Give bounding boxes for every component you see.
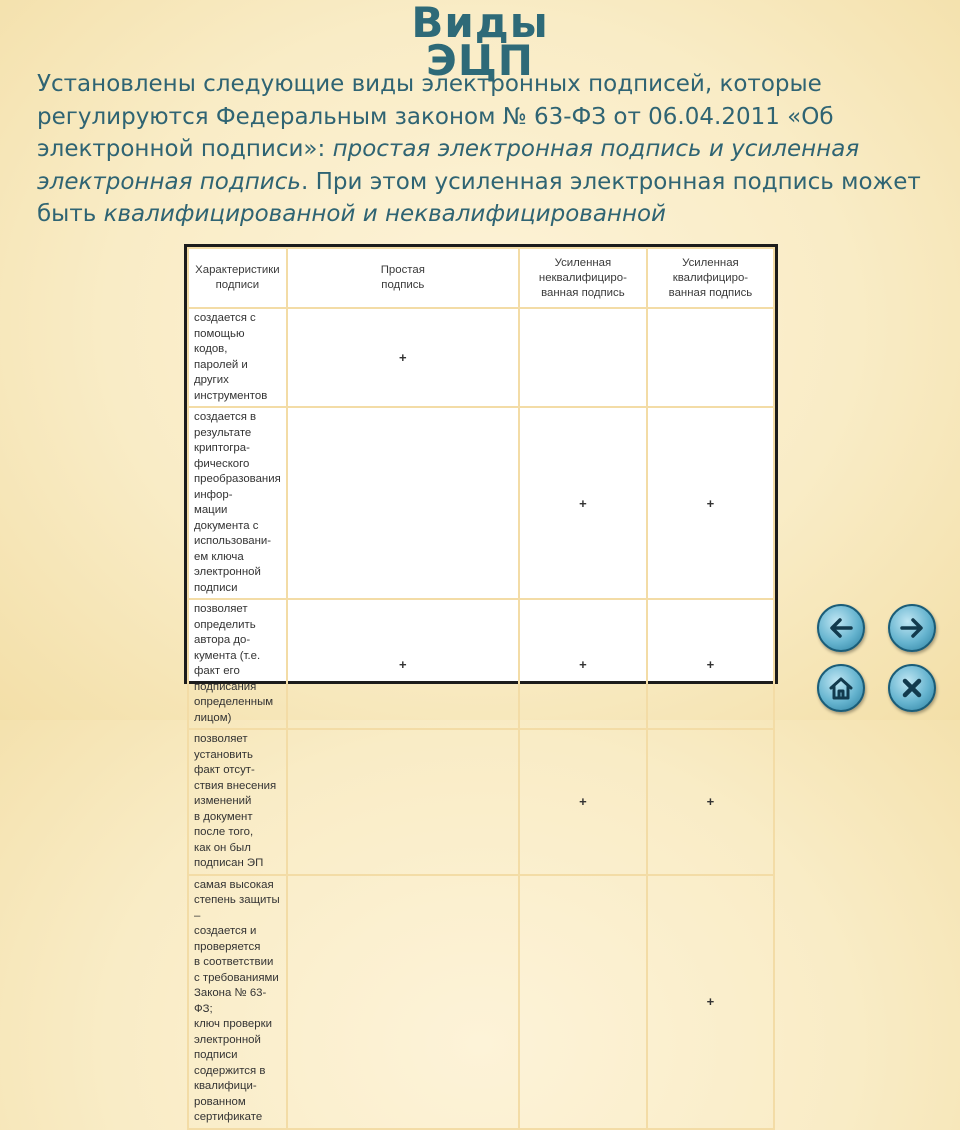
simple-mark [287, 875, 519, 1129]
unqualified-mark: + [519, 729, 647, 875]
unqualified-mark [519, 875, 647, 1129]
intro-emphasis-2: квалифицированной и неквалифицированной [103, 201, 667, 227]
home-button[interactable] [817, 664, 865, 712]
back-button[interactable] [817, 604, 865, 652]
table-row [188, 308, 774, 407]
unqualified-mark [519, 308, 647, 407]
slide-title: Виды ЭЦП [411, 0, 549, 85]
forward-button[interactable] [888, 604, 936, 652]
header-unqualified: Усиленная неквалифициро- ванная подпись [519, 248, 647, 308]
simple-mark: + [287, 308, 519, 407]
header-qualified: Усиленная квалифициро- ванная подпись [647, 248, 774, 308]
arrow-left-icon [827, 614, 855, 642]
header-characteristics: Характеристики подписи [188, 248, 287, 308]
arrow-right-icon [898, 614, 926, 642]
intro-paragraph [37, 68, 927, 246]
table-row [188, 875, 774, 1129]
close-button[interactable] [888, 664, 936, 712]
header-simple: Простая подпись [287, 248, 519, 308]
intro-text-2: . При этом усиленная электронная подпись может быть [37, 168, 921, 227]
simple-mark [287, 407, 519, 599]
close-icon [898, 674, 926, 702]
feature-cell: позволяет установить факт отсут- ствия внесения изменений в документ после того, как он был подписан ЭП [188, 729, 287, 875]
qualified-mark [647, 308, 774, 407]
home-icon [827, 674, 855, 702]
unqualified-mark: + [519, 407, 647, 599]
qualified-mark: + [647, 875, 774, 1129]
signature-comparison-table [184, 244, 778, 1123]
intro-text-1: Установлены следующие виды электронных подписей, которые регулируются Федеральным законом № 63-ФЗ от 06.04.2011 «Об электронной подписи»: [37, 71, 834, 162]
table-row [188, 599, 774, 729]
feature-cell: создается в результате криптогра- фического преобразования инфор- мации документа с использовани- ем ключа электронной подписи [188, 407, 287, 599]
table-header-row [188, 248, 774, 308]
feature-cell: создается с помощью кодов, паролей и других инструментов [188, 308, 287, 407]
table-row [188, 407, 774, 599]
qualified-mark: + [647, 729, 774, 875]
table-row [188, 729, 774, 875]
simple-mark: + [287, 599, 519, 729]
intro-emphasis-1: простая электронная подпись и усиленная электронная подпись [37, 136, 860, 195]
feature-cell: самая высокая степень защиты – создается и проверяется в соответствии с требованиями Закона № 63-ФЗ; ключ проверки электронной подписи содержится в квалифици- рованном сертификате [188, 875, 287, 1129]
simple-mark [287, 729, 519, 875]
feature-cell: позволяет определить автора до- кумента (т.е. факт его подписания определенным лицом) [188, 599, 287, 729]
qualified-mark: + [647, 599, 774, 729]
qualified-mark: + [647, 407, 774, 599]
unqualified-mark: + [519, 599, 647, 729]
